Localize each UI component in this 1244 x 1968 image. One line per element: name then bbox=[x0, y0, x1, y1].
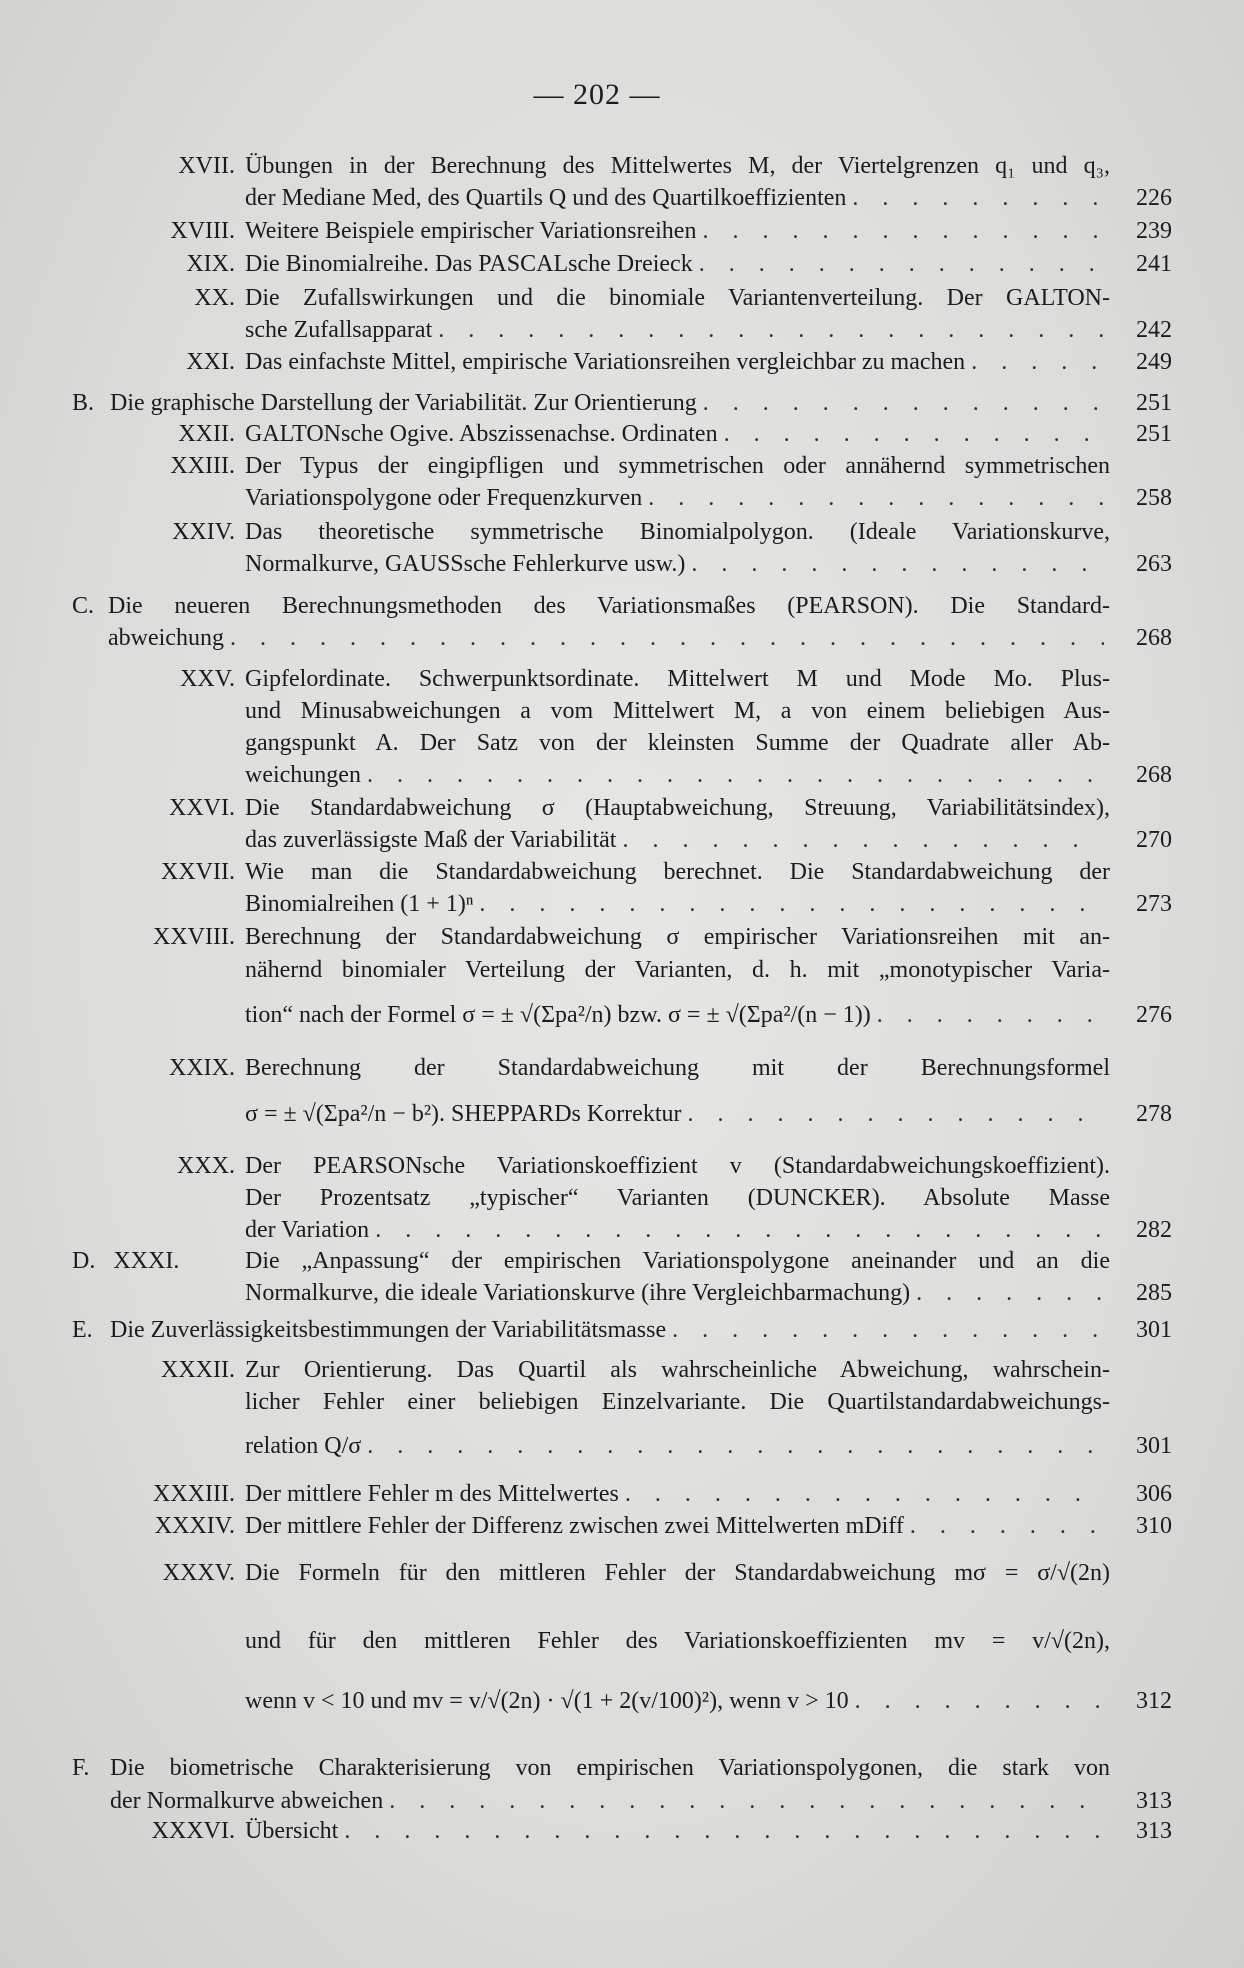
toc-entry-line bbox=[108, 590, 1110, 622]
toc-entry-text: relation Q/σ bbox=[245, 1433, 362, 1459]
toc-entry-page: 313 bbox=[1136, 1788, 1172, 1814]
toc-entry-number: D. XXXI. bbox=[72, 1248, 180, 1274]
toc-entry-page: 301 bbox=[1136, 1433, 1172, 1459]
toc-entry-line bbox=[245, 548, 1110, 580]
toc-entry-line bbox=[110, 1785, 1110, 1817]
toc-entry-text: der Variation bbox=[245, 1217, 370, 1243]
dot-leader bbox=[622, 824, 1104, 856]
toc-entry-line bbox=[245, 888, 1110, 920]
toc-entry-text: abweichung bbox=[108, 625, 224, 651]
toc-entry-page: 241 bbox=[1136, 251, 1172, 277]
toc-entry-line bbox=[245, 824, 1110, 856]
toc-entry-text: Normalkurve, GAUSSsche Fehlerkurve usw.) bbox=[245, 551, 686, 577]
dot-leader bbox=[688, 1098, 1105, 1130]
dot-leader bbox=[375, 1214, 1104, 1246]
toc-entry-number: XXXIV. bbox=[154, 1513, 235, 1539]
toc-entry-line bbox=[245, 1052, 1110, 1084]
toc-entry-text: und Minusabweichungen a vom Mittelwert M, a von einem beliebigen Aus- bbox=[245, 698, 1110, 724]
toc-entry-page: 310 bbox=[1136, 1513, 1172, 1539]
toc-entry-line bbox=[245, 921, 1110, 953]
toc-entry-text: σ = ± √(Σpa²/n − b²). SHEPPARDs Korrektur bbox=[245, 1101, 682, 1127]
toc-entry-page: 268 bbox=[1136, 625, 1172, 651]
dot-leader bbox=[691, 548, 1104, 580]
toc-entry-text: weichungen bbox=[245, 762, 361, 788]
toc-entry-page: 251 bbox=[1136, 390, 1172, 416]
toc-entry-number: XXXVI. bbox=[151, 1818, 235, 1844]
dot-leader bbox=[367, 1430, 1104, 1462]
toc-entry-page: 249 bbox=[1136, 349, 1172, 375]
toc-entry-text: Die Zuverlässigkeitsbestimmungen der Variabilitätsmasse bbox=[110, 1317, 667, 1343]
toc-entry-text: Weitere Beispiele empirischer Variationsreihen bbox=[245, 218, 697, 244]
toc-entry-text: der Normalkurve abweichen bbox=[110, 1788, 384, 1814]
toc-entry-text: Das theoretische symmetrische Binomialpolygon. (Ideale Variationskurve, bbox=[245, 519, 1110, 545]
toc-entry-number: B. bbox=[72, 390, 95, 416]
toc-entry-line bbox=[245, 482, 1110, 514]
toc-entry-line bbox=[245, 954, 1110, 986]
dot-leader bbox=[877, 999, 1104, 1031]
toc-entry-text: Der mittlere Fehler m des Mittelwertes bbox=[245, 1481, 619, 1507]
toc-entry-text: Die Zufallswirkungen und die binomiale Variantenverteilung. Der GALTON- bbox=[245, 285, 1110, 311]
toc-entry-line bbox=[108, 622, 1110, 654]
toc-entry-text: licher Fehler einer beliebigen Einzelvariante. Die Quartilstandardabweichungs- bbox=[245, 1389, 1110, 1415]
dot-leader bbox=[702, 215, 1104, 247]
toc-entry-page: 276 bbox=[1136, 1002, 1172, 1028]
toc-entry-page: 278 bbox=[1136, 1101, 1172, 1127]
toc-entry-number: XXXV. bbox=[162, 1560, 235, 1586]
toc-entry-line bbox=[110, 387, 1110, 419]
toc-entry-line bbox=[245, 215, 1110, 247]
toc-entry-text: Der Prozentsatz „typischer“ Varianten (DUNCKER). Absolute Masse bbox=[245, 1185, 1110, 1211]
toc-entry-text: Gipfelordinate. Schwerpunktsordinate. Mittelwert M und Mode Mo. Plus- bbox=[245, 666, 1110, 692]
dot-leader bbox=[916, 1277, 1104, 1309]
dot-leader bbox=[724, 418, 1104, 450]
toc-entry-line bbox=[110, 1314, 1110, 1346]
toc-entry-text: der Mediane Med, des Quartils Q und des Quartilkoeffizienten bbox=[245, 185, 847, 211]
toc-entry-page: 312 bbox=[1136, 1688, 1172, 1714]
toc-entry-number: XXXII. bbox=[161, 1357, 235, 1383]
toc-entry-number: E. bbox=[72, 1317, 93, 1343]
toc-entry-page: 268 bbox=[1136, 762, 1172, 788]
toc-entry-text: Der mittlere Fehler der Differenz zwischen zwei Mittelwerten mDiff bbox=[245, 1513, 904, 1539]
toc-entry-line bbox=[245, 999, 1110, 1031]
toc-entry-number: XXX. bbox=[177, 1153, 235, 1179]
toc-entry-line bbox=[245, 1354, 1110, 1386]
toc-entry-text: das zuverlässigste Maß der Variabilität bbox=[245, 827, 617, 853]
toc-entry-line bbox=[245, 1478, 1110, 1510]
toc-entry-line bbox=[245, 314, 1110, 346]
toc-entry-line bbox=[245, 1214, 1110, 1246]
toc-entry-line bbox=[245, 150, 1110, 182]
toc-entry-line bbox=[245, 1098, 1110, 1130]
dot-leader bbox=[479, 888, 1104, 920]
toc-entry-line bbox=[245, 1386, 1110, 1418]
toc-entry-text: Die Binomialreihe. Das PASCALsche Dreieck bbox=[245, 251, 693, 277]
dot-leader bbox=[230, 622, 1104, 654]
toc-entry-line bbox=[245, 1277, 1110, 1309]
toc-entry-number: XIX. bbox=[186, 251, 235, 277]
toc-entry-page: 270 bbox=[1136, 827, 1172, 853]
toc-entry-number: XXI. bbox=[186, 349, 235, 375]
toc-entry-text: sche Zufallsapparat bbox=[245, 317, 433, 343]
toc-entry-text: Die Formeln für den mittleren Fehler der Standardabweichung mσ = σ/√(2n) bbox=[245, 1560, 1110, 1586]
toc-entry-page: 263 bbox=[1136, 551, 1172, 577]
dot-leader bbox=[438, 314, 1104, 346]
toc-entry-line bbox=[245, 1685, 1110, 1717]
toc-entry-text: GALTONsche Ogive. Abszissenachse. Ordinaten bbox=[245, 421, 718, 447]
toc-entry-number: XXV. bbox=[180, 666, 235, 692]
toc-entry-text: Berechnung der Standardabweichung mit der Berechnungsformel bbox=[245, 1055, 1110, 1081]
toc-entry-text: Übersicht bbox=[245, 1818, 339, 1844]
toc-entry-text: Variationspolygone oder Frequenzkurven bbox=[245, 485, 643, 511]
toc-entry-line bbox=[245, 856, 1110, 888]
toc-entry-number: XXIX. bbox=[169, 1055, 235, 1081]
toc-entry-line bbox=[245, 1430, 1110, 1462]
toc-entry-line bbox=[245, 792, 1110, 824]
toc-entry-page: 251 bbox=[1136, 421, 1172, 447]
toc-entry-page: 242 bbox=[1136, 317, 1172, 343]
toc-entry-line bbox=[245, 346, 1110, 378]
toc-entry-page: 258 bbox=[1136, 485, 1172, 511]
toc-entry-text: Das einfachste Mittel, empirische Variationsreihen vergleichbar zu machen bbox=[245, 349, 966, 375]
toc-entry-text: Der PEARSONsche Variationskoeffizient v (Standardabweichungskoeffizient). bbox=[245, 1153, 1110, 1179]
toc-entry-text: gangspunkt A. Der Satz von der kleinsten Summe der Quadrate aller Ab- bbox=[245, 730, 1110, 756]
toc-entry-text: Die neueren Berechnungsmethoden des Variationsmaßes (PEARSON). Die Standard- bbox=[108, 593, 1110, 619]
toc-entry-line bbox=[245, 663, 1110, 695]
toc-entry-line bbox=[245, 282, 1110, 314]
toc-entry-line bbox=[245, 695, 1110, 727]
toc-entry-number: XXVIII. bbox=[153, 924, 235, 950]
toc-entry-number: XXVII. bbox=[161, 859, 235, 885]
toc-entry-line bbox=[110, 1752, 1110, 1784]
toc-entry-line bbox=[245, 450, 1110, 482]
toc-entry-line bbox=[245, 1182, 1110, 1214]
toc-entry-page: 285 bbox=[1136, 1280, 1172, 1306]
toc-entry-number: XXIV. bbox=[172, 519, 235, 545]
toc-entry-line bbox=[245, 1625, 1110, 1657]
dot-leader bbox=[703, 387, 1104, 419]
page-number: — 202 — bbox=[533, 78, 661, 111]
toc-entry-page: 273 bbox=[1136, 891, 1172, 917]
toc-entry-line bbox=[245, 1150, 1110, 1182]
toc-entry-page: 226 bbox=[1136, 185, 1172, 211]
dot-leader bbox=[852, 182, 1104, 214]
toc-entry-number: XVIII. bbox=[170, 218, 235, 244]
toc-entry-number: XX. bbox=[194, 285, 235, 311]
toc-entry-text: Der Typus der eingipfligen und symmetrischen oder annähernd symmetrischen bbox=[245, 453, 1110, 479]
toc-entry-text: Binomialreihen (1 + 1)ⁿ bbox=[245, 891, 474, 917]
dot-leader bbox=[344, 1815, 1104, 1847]
dot-leader bbox=[625, 1478, 1104, 1510]
toc-entry-page: 282 bbox=[1136, 1217, 1172, 1243]
toc-entry-line bbox=[245, 727, 1110, 759]
toc-entry-number: XXIII. bbox=[170, 453, 235, 479]
toc-entry-page: 306 bbox=[1136, 1481, 1172, 1507]
dot-leader bbox=[855, 1685, 1104, 1717]
toc-entry-line bbox=[245, 418, 1110, 450]
toc-entry-text: nähernd binomialer Verteilung der Varianten, d. h. mit „monotypischer Varia- bbox=[245, 957, 1110, 983]
toc-entry-number: XXVI. bbox=[169, 795, 235, 821]
toc-entry-number: XVII. bbox=[178, 153, 235, 179]
toc-entry-text: tion“ nach der Formel σ = ± √(Σpa²/n) bzw. σ = ± √(Σpa²/(n − 1)) bbox=[245, 1002, 871, 1028]
toc-entry-text: wenn v < 10 und mv = v/√(2n) · √(1 + 2(v/100)²), wenn v > 10 bbox=[245, 1688, 849, 1714]
toc-entry-page: 239 bbox=[1136, 218, 1172, 244]
toc-entry-text: Berechnung der Standardabweichung σ empirischer Variationsreihen mit an- bbox=[245, 924, 1110, 950]
toc-entry-number: XXXIII. bbox=[153, 1481, 235, 1507]
toc-entry-line bbox=[245, 248, 1110, 280]
toc-entry-number: F. bbox=[72, 1755, 90, 1781]
toc-entry-line bbox=[245, 1815, 1110, 1847]
toc-entry-line bbox=[245, 1510, 1110, 1542]
toc-entry-number: C. bbox=[72, 593, 95, 619]
toc-entry-line bbox=[245, 182, 1110, 214]
toc-entry-page: 301 bbox=[1136, 1317, 1172, 1343]
toc-entry-text: Die graphische Darstellung der Variabilität. Zur Orientierung bbox=[110, 390, 697, 416]
toc-entry-text: Die biometrische Charakterisierung von empirischen Variationspolygonen, die stark von bbox=[110, 1755, 1110, 1781]
dot-leader bbox=[910, 1510, 1104, 1542]
toc-entry-number: XXII. bbox=[178, 421, 235, 447]
toc-entry-text: Zur Orientierung. Das Quartil als wahrscheinliche Abweichung, wahrschein- bbox=[245, 1357, 1110, 1383]
toc-entry-line bbox=[245, 1557, 1110, 1589]
dot-leader bbox=[367, 759, 1104, 791]
toc-entry-page: 313 bbox=[1136, 1818, 1172, 1844]
dot-leader bbox=[699, 248, 1104, 280]
toc-entry-text: Normalkurve, die ideale Variationskurve (ihre Vergleichbarmachung) bbox=[245, 1280, 911, 1306]
toc-entry-line bbox=[245, 516, 1110, 548]
dot-leader bbox=[648, 482, 1104, 514]
toc-entry-text: Übungen in der Berechnung des Mittelwertes M, der Viertelgrenzen q₁ und q₃, bbox=[245, 153, 1110, 179]
toc-entry-text: Wie man die Standardabweichung berechnet. Die Standardabweichung der bbox=[245, 859, 1110, 885]
dot-leader bbox=[389, 1785, 1104, 1817]
toc-entry-text: und für den mittleren Fehler des Variationskoeffizienten mv = v/√(2n), bbox=[245, 1628, 1110, 1654]
toc-entry-text: Die „Anpassung“ der empirischen Variationspolygone aneinander und an die bbox=[245, 1248, 1110, 1274]
dot-leader bbox=[672, 1314, 1104, 1346]
toc-entry-line bbox=[245, 1245, 1110, 1277]
toc-entry-text: Die Standardabweichung σ (Hauptabweichung, Streuung, Variabilitätsindex), bbox=[245, 795, 1110, 821]
dot-leader bbox=[971, 346, 1104, 378]
toc-entry-line bbox=[245, 759, 1110, 791]
